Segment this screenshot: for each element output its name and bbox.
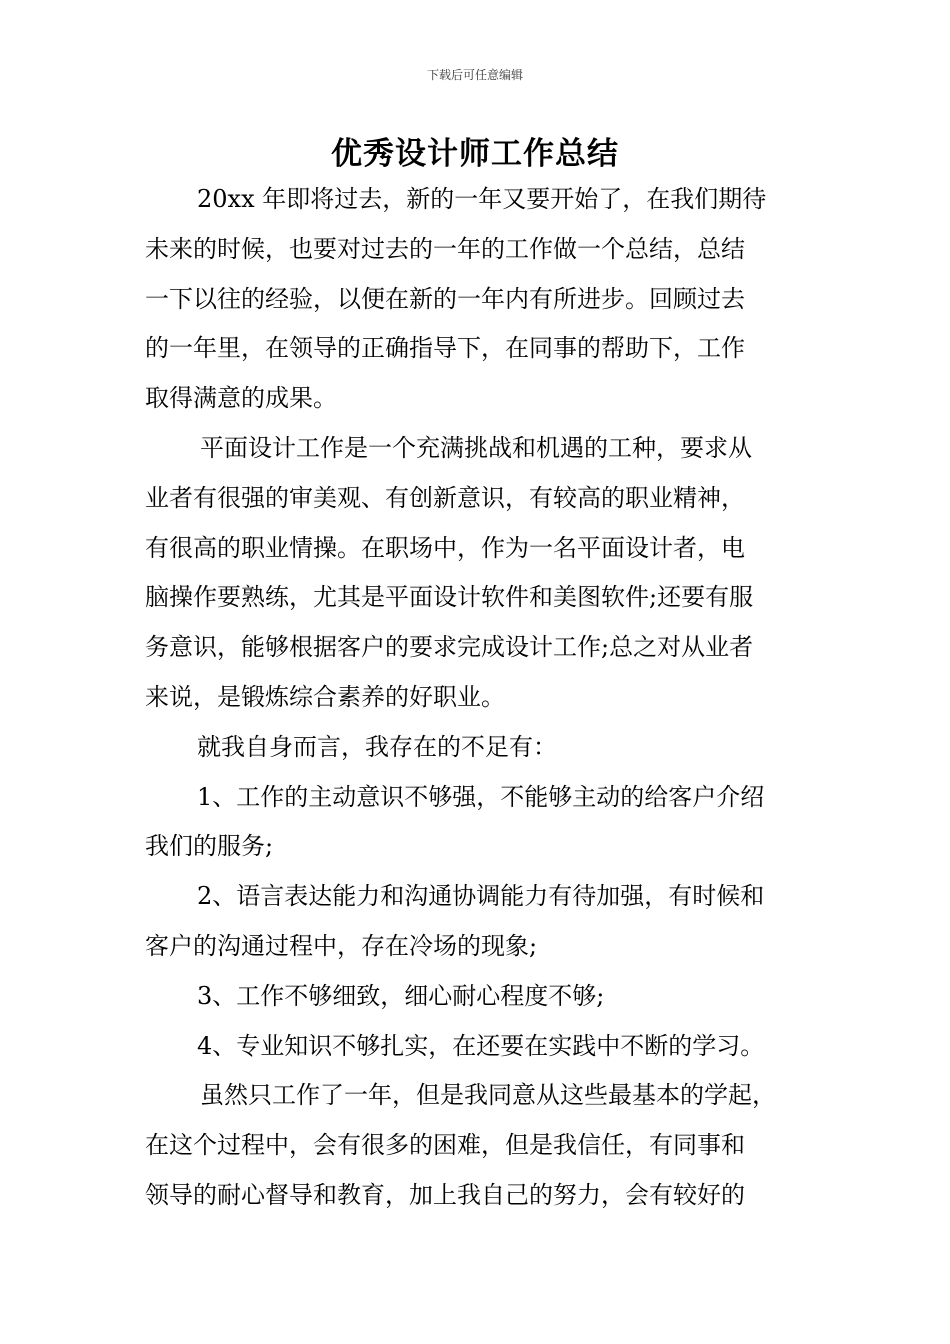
list-item: 3、工作不够细致，细心耐心程度不够; [197,981,605,1010]
text-line: 务意识，能够根据客户的要求完成设计工作;总之对从业者 [145,633,754,662]
text-line: 未来的时候，也要对过去的一年的工作做一个总结，总结 [145,234,745,263]
text-line: 业者有很强的审美观、有创新意识，有较高的职业精神， [145,483,745,512]
text-line: 就我自身而言，我存在的不足有： [197,732,557,761]
text-line: 脑操作要熟练，尤其是平面设计软件和美图软件;还要有服 [145,583,754,612]
list-item: 4、专业知识不够扎实，在还要在实践中不断的学习。 [197,1031,765,1060]
header-note: 下载后可任意编辑 [426,68,523,82]
text-line: 来说，是锻炼综合素养的好职业。 [145,682,505,711]
text-line: 客户的沟通过程中，存在冷场的现象; [145,931,538,960]
text-line: 平面设计工作是一个充满挑战和机遇的工种，要求从 [200,433,752,462]
text-line: 有很高的职业情操。在职场中，作为一名平面设计者，电 [145,533,745,562]
list-item: 1、工作的主动意识不够强，不能够主动的给客户介绍 [197,782,765,811]
document-title: 优秀设计师工作总结 [331,136,619,172]
text-line: 虽然只工作了一年，但是我同意从这些最基本的学起， [200,1081,776,1110]
document-body [145,180,810,1226]
text-line: 一下以往的经验，以便在新的一年内有所进步。回顾过去 [145,284,745,313]
list-item: 2、语言表达能力和沟通协调能力有待加强，有时候和 [197,882,765,911]
text-line: 领导的耐心督导和教育，加上我自己的努力，会有较好的 [145,1180,745,1209]
text-line: 的一年里，在领导的正确指导下，在同事的帮助下，工作 [145,334,745,363]
text-line: 在这个过程中，会有很多的困难，但是我信任，有同事和 [145,1131,745,1160]
text-line: 取得满意的成果。 [145,384,337,413]
text-line: 20xx 年即将过去，新的一年又要开始了，在我们期待 [197,185,767,213]
text-line: 我们的服务; [145,832,274,861]
